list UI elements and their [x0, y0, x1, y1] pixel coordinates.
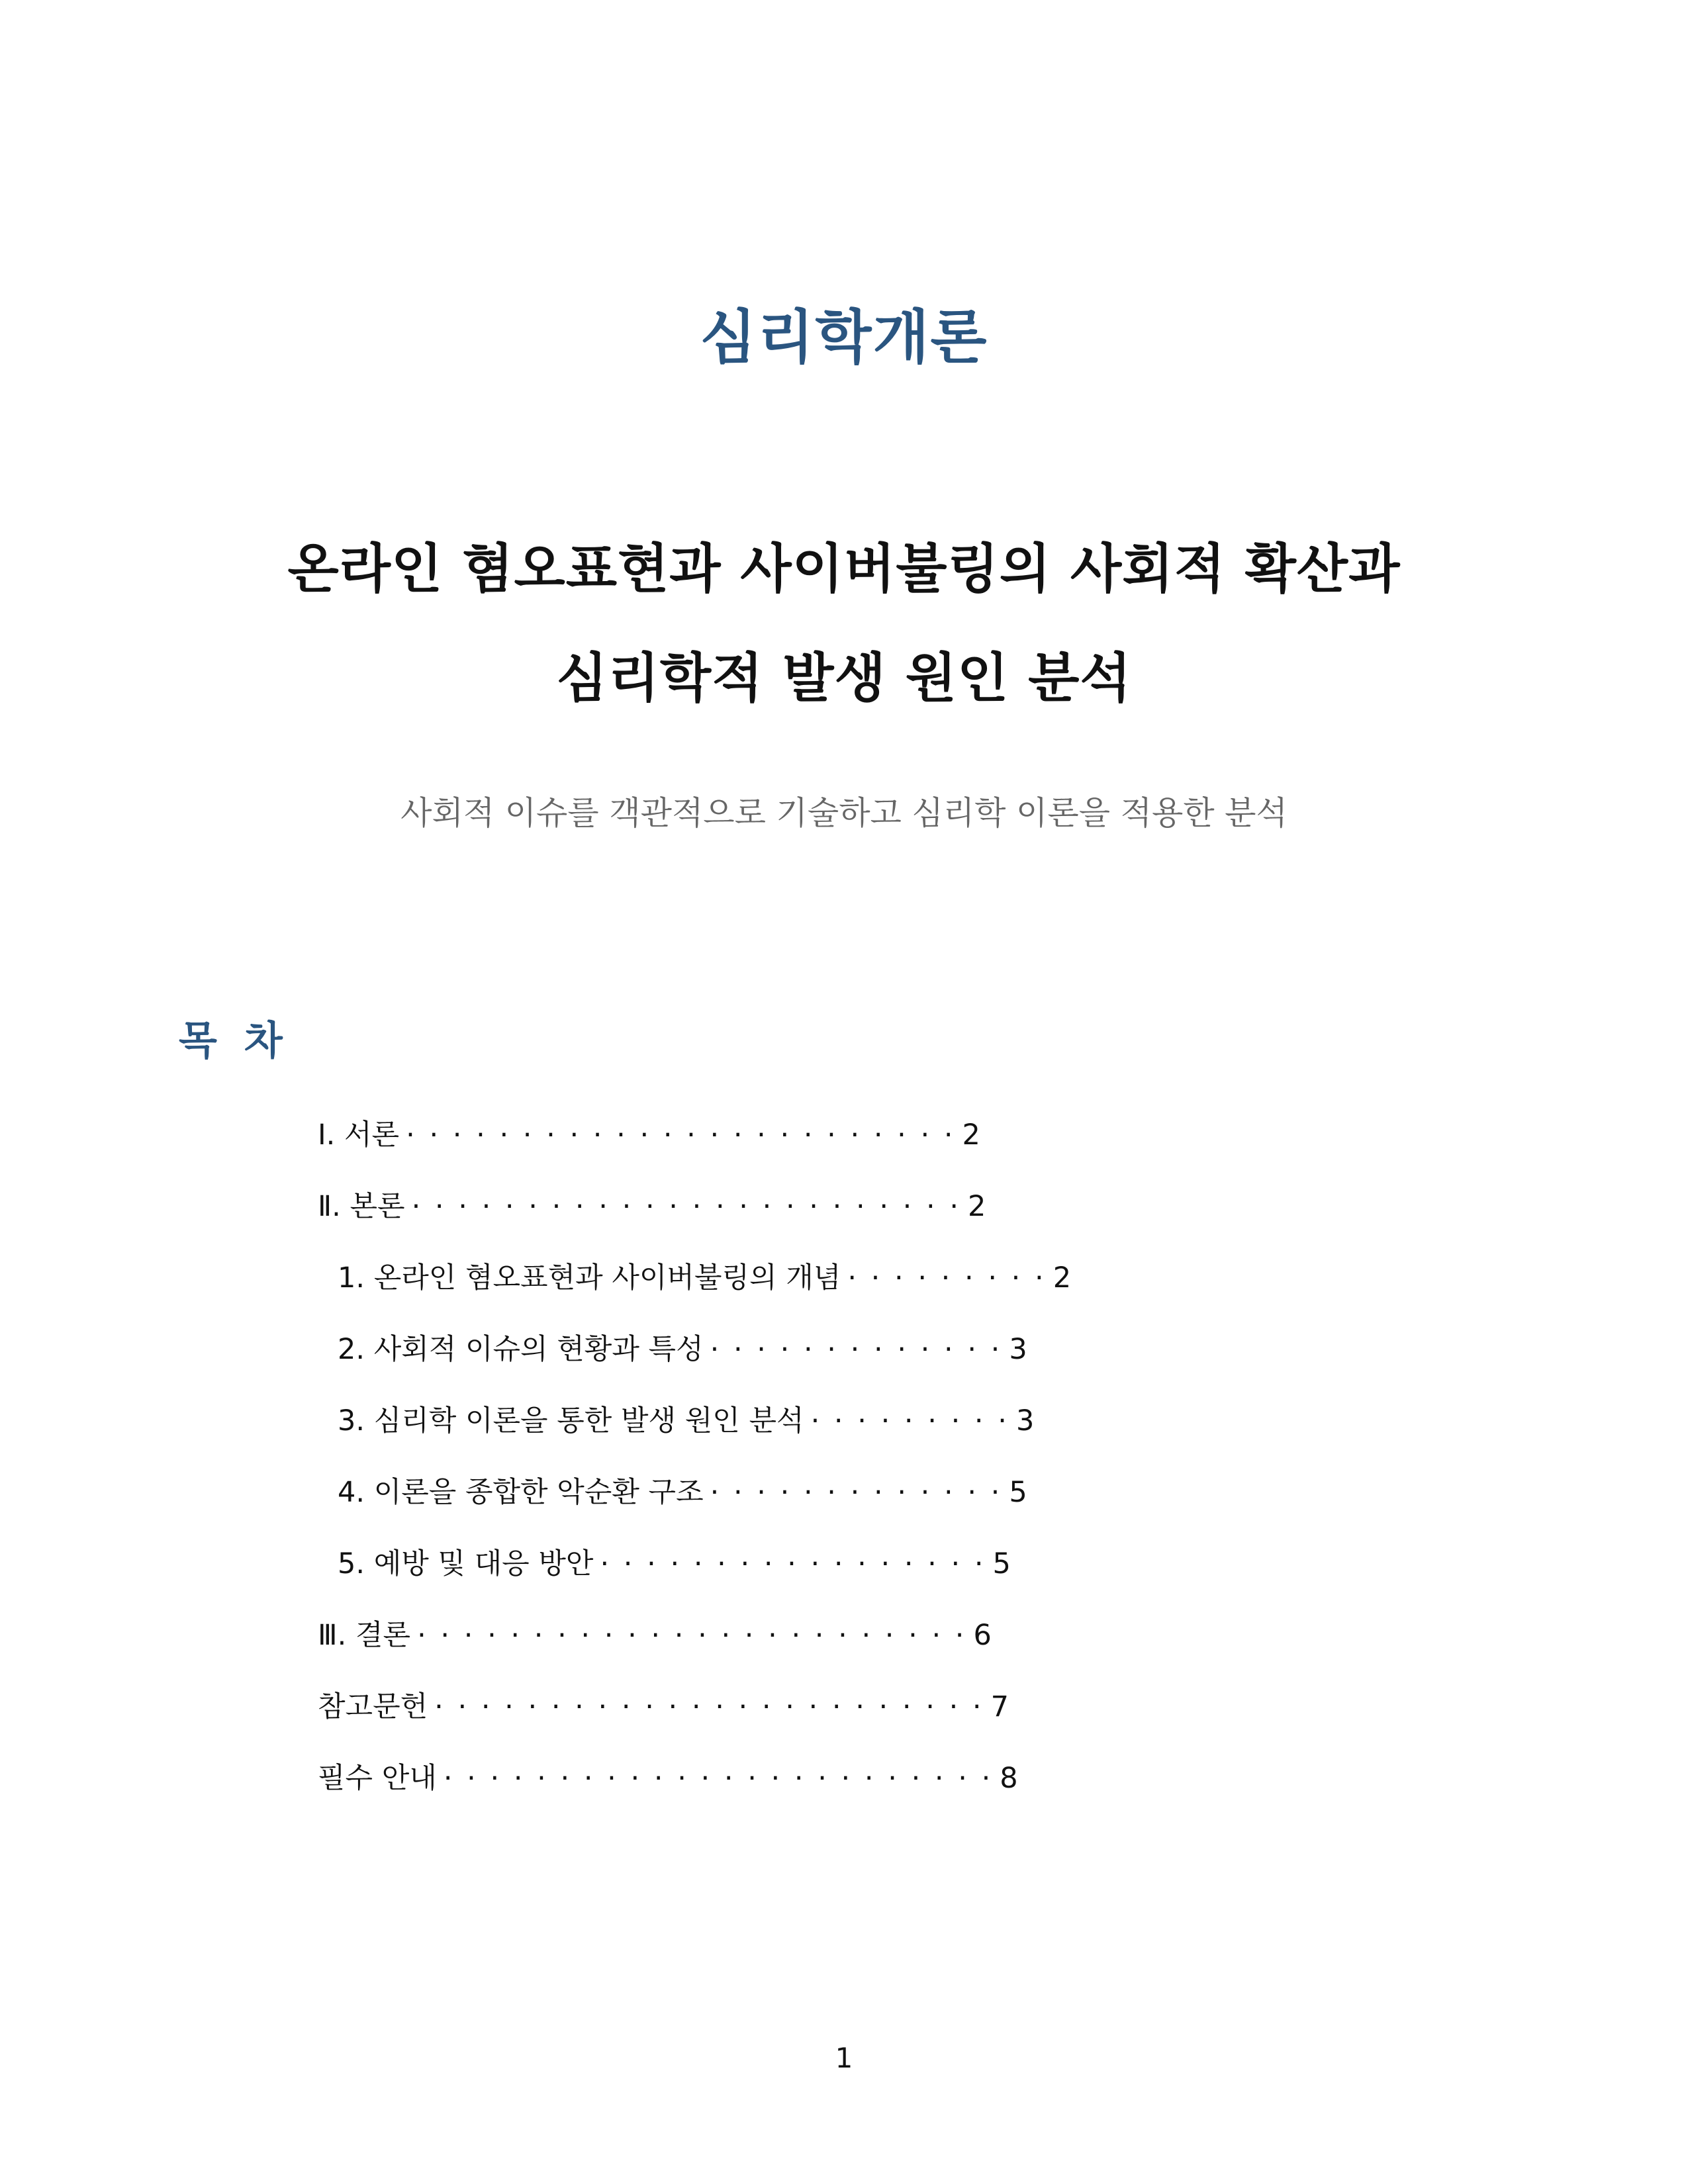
- toc-leader-dots: · · · · · · · · · · · · · · · · · · · · · · · ·: [411, 1190, 961, 1223]
- toc-item-label: 3. 심리학 이론을 통한 발생 원인 분석: [338, 1404, 804, 1437]
- main-title-line-2: 심리학적 발생 원인 분석: [556, 647, 1132, 709]
- course-title: 심리학개론: [700, 303, 988, 371]
- toc-leader-dots: · · · · · · · · · · · · · · · · · · · · · · · ·: [443, 1762, 994, 1795]
- toc-item-page: 7: [990, 1690, 1009, 1723]
- toc-item-label: 참고문헌: [318, 1690, 428, 1723]
- toc-item-label: 필수 안내: [318, 1762, 437, 1795]
- toc-leader-dots: · · · · · · · · · · · · · · · · · · · · · · · ·: [417, 1619, 967, 1652]
- toc-item-label: 4. 이론을 종합한 악순환 구조: [338, 1476, 704, 1509]
- toc-item-page: 6: [973, 1619, 992, 1652]
- toc-item-conclusion[interactable]: [318, 1615, 1071, 1687]
- main-title-line-1: 온라인 혐오표현과 사이버불링의 사회적 확산과: [287, 538, 1401, 600]
- toc-item-label: Ⅱ. 본론: [318, 1190, 405, 1223]
- toc-item-concept[interactable]: [318, 1258, 1071, 1330]
- toc-item-page: 2: [962, 1118, 980, 1152]
- toc-item-label: Ⅰ. 서론: [318, 1118, 400, 1152]
- toc-item-page: 3: [1015, 1404, 1035, 1437]
- toc-item-notice[interactable]: [318, 1758, 1071, 1830]
- toc-item-page: 5: [992, 1547, 1011, 1580]
- toc-item-page: 2: [1053, 1261, 1072, 1295]
- toc-leader-dots: · · · · · · · · · · · · · · · · · · · · · · · ·: [406, 1118, 956, 1152]
- toc-leader-dots: · · · · · · · · · · · · ·: [710, 1476, 1003, 1509]
- toc-leader-dots: · · · · · · · · · · · · · · · · ·: [600, 1547, 986, 1580]
- toc-leader-dots: · · · · · · · · · · · · ·: [710, 1333, 1003, 1366]
- toc-item-references[interactable]: [318, 1687, 1071, 1758]
- toc-item-introduction[interactable]: [318, 1115, 1071, 1187]
- subtitle: 사회적 이슈를 객관적으로 기술하고 심리학 이론을 적용한 분석: [400, 794, 1288, 832]
- toc-item-current-status[interactable]: [318, 1330, 1071, 1401]
- toc-leader-dots: · · · · · · · · · · · · · · · · · · · · · · · ·: [434, 1690, 984, 1723]
- table-of-contents: [318, 1115, 1071, 1830]
- toc-leader-dots: · · · · · · · · ·: [810, 1404, 1009, 1437]
- toc-heading: 목 차: [179, 1018, 289, 1064]
- toc-item-page: 3: [1009, 1333, 1027, 1366]
- toc-item-body[interactable]: [318, 1187, 1071, 1258]
- toc-item-label: Ⅲ. 결론: [318, 1619, 411, 1652]
- toc-item-cause-analysis[interactable]: [318, 1401, 1071, 1473]
- toc-leader-dots: · · · · · · · · ·: [847, 1261, 1047, 1295]
- toc-item-page: 2: [968, 1190, 986, 1223]
- page-number: 1: [835, 2042, 853, 2074]
- toc-item-label: 1. 온라인 혐오표현과 사이버불링의 개념: [338, 1261, 841, 1295]
- toc-item-label: 2. 사회적 이슈의 현황과 특성: [338, 1333, 704, 1366]
- toc-item-label: 5. 예방 및 대응 방안: [338, 1547, 594, 1580]
- toc-item-vicious-cycle[interactable]: [318, 1473, 1071, 1544]
- toc-item-page: 8: [1000, 1762, 1018, 1795]
- toc-item-page: 5: [1009, 1476, 1027, 1509]
- toc-item-prevention[interactable]: [318, 1544, 1071, 1615]
